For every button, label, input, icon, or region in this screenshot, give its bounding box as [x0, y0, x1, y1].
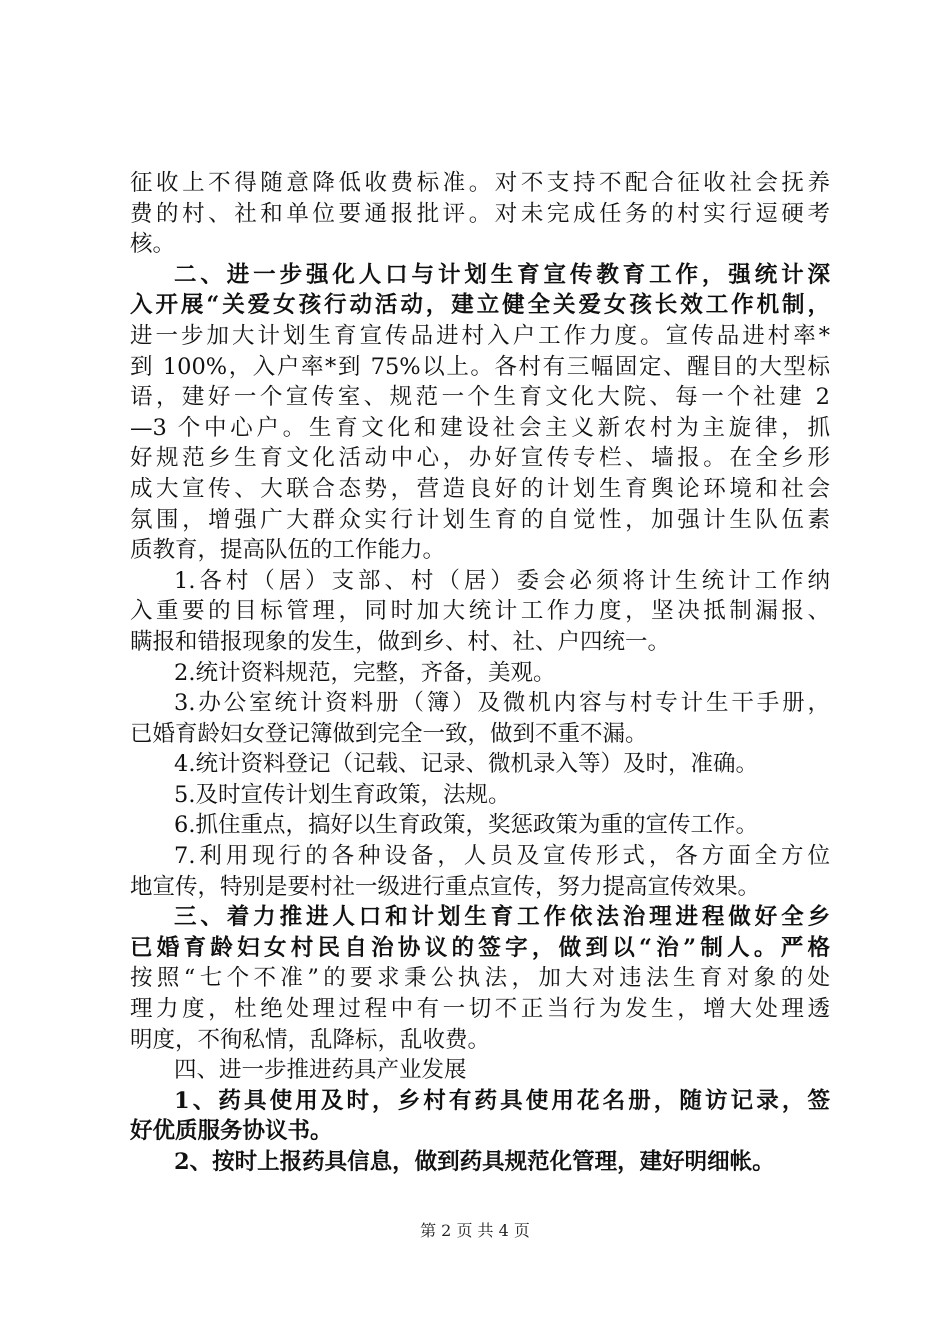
- text-line: 质教育，提高队伍的工作能力。: [130, 537, 446, 564]
- text-line: 四、进一步推进药具产业发展: [174, 1057, 467, 1084]
- text-line: 7.利用现行的各种设备，人员及宣传形式，各方面全方位: [174, 843, 830, 870]
- text-line: 核。: [130, 231, 176, 258]
- text-line: 3.办公室统计资料册（簿）及微机内容与村专计生干手册，: [174, 690, 830, 717]
- text-line: 地宣传，特别是要村社一级进行重点宣传，努力提高宣传效果。: [130, 873, 761, 900]
- text-line: 好优质服务协议书。: [130, 1118, 333, 1145]
- text-line: 2、按时上报药具信息，做到药具规范化管理，建好明细帐。: [174, 1149, 775, 1175]
- text-line: 按照“七个不准”的要求秉公执法，加大对违法生育对象的处: [130, 965, 830, 992]
- text-line: 进一步加大计划生育宣传品进村入户工作力度。宣传品进村率*: [130, 322, 830, 349]
- text-line: 氛围，增强广大群众实行计划生育的自觉性，加强计生队伍素: [130, 506, 830, 533]
- text-line: 到 100%，入户率*到 75%以上。各村有三幅固定、醒目的大型标: [130, 353, 830, 380]
- text-line: 成大宣传、大联合态势，营造良好的计划生育舆论环境和社会: [130, 475, 830, 502]
- text-line: 二、进一步强化人口与计划生育宣传教育工作，强统计深: [174, 261, 830, 288]
- text-line: 5.及时宣传计划生育政策，法规。: [174, 781, 511, 808]
- text-line: 4.统计资料登记（记载、记录、微机录入等）及时，准确。: [174, 751, 758, 778]
- text-line: 已婚育龄妇女村民自治协议的签字，做到以“治”制人。严格: [130, 934, 830, 961]
- text-line: 1、药具使用及时，乡村有药具使用花名册，随访记录，签: [174, 1087, 830, 1114]
- text-line: 好规范乡生育文化活动中心，办好宣传专栏、墙报。在全乡形: [130, 445, 830, 472]
- text-line: —3 个中心户。生育文化和建设社会主义新农村为主旋律，抓: [130, 414, 830, 441]
- text-line: 1.各村（居）支部、村（居）委会必须将计生统计工作纳: [174, 567, 830, 594]
- text-line: 入开展“关爱女孩行动活动，建立健全关爱女孩长效工作机制，: [130, 292, 830, 319]
- text-line: 入重要的目标管理，同时加大统计工作力度，坚决抵制漏报、: [130, 598, 830, 625]
- body-text: [130, 168, 830, 1178]
- text-line: 征收上不得随意降低收费标准。对不支持不配合征收社会抚养: [130, 170, 830, 196]
- text-line: 2.统计资料规范，完整，齐备，美观。: [174, 659, 556, 686]
- page-footer: 第 2 页 共 4 页: [420, 1221, 530, 1240]
- text-line: 语，建好一个宣传室、规范一个生育文化大院、每一个社建 2: [130, 384, 830, 411]
- text-line: 费的村、社和单位要通报批评。对未完成任务的村实行逗硬考: [130, 200, 830, 227]
- text-line: 6.抓住重点，搞好以生育政策，奖惩政策为重的宣传工作。: [174, 812, 758, 839]
- text-line: 理力度，杜绝处理过程中有一切不正当行为发生，增大处理透: [130, 996, 830, 1023]
- text-line: 瞒报和错报现象的发生，做到乡、村、社、户四统一。: [130, 628, 671, 655]
- text-line: 已婚育龄妇女登记簿做到完全一致，做到不重不漏。: [130, 720, 648, 747]
- text-line: 三、着力推进人口和计划生育工作依法治理进程做好全乡: [174, 904, 830, 931]
- text-line: 明度，不徇私情，乱降标，乱收费。: [130, 1026, 491, 1053]
